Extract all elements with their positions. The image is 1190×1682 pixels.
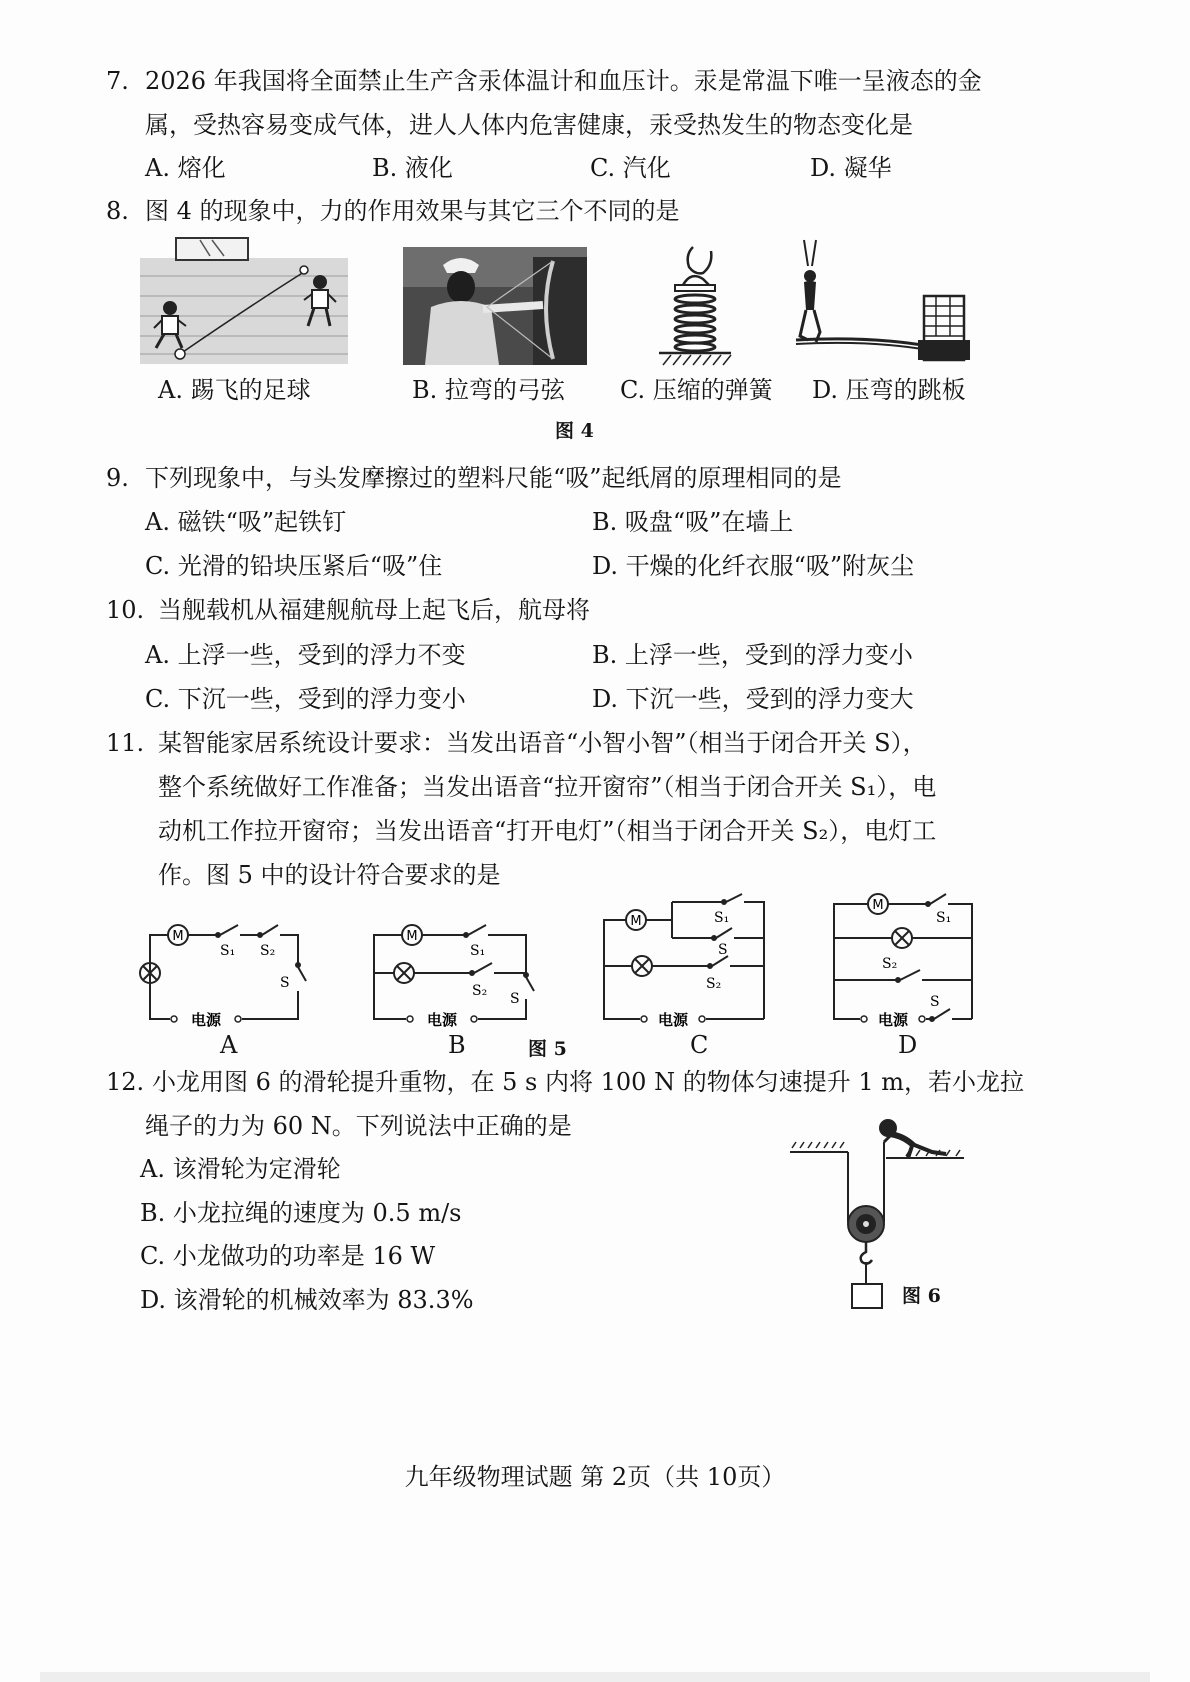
circuit-diagram-a <box>130 915 310 1027</box>
option-b: B. 上浮一些，受到的浮力变小 <box>592 641 913 669</box>
power-label: 电源 <box>426 1011 458 1027</box>
compressed-spring-picture <box>655 245 733 367</box>
question-text-line: 2026 年我国将全面禁止生产含汞体温计和血压计。汞是常温下唯一呈液态的金 <box>145 67 982 95</box>
option-b: B. 小龙拉绳的速度为 0.5 m/s <box>140 1199 462 1227</box>
circuit-label-a: A <box>220 1031 238 1059</box>
question-text-line: 小龙用图 6 的滑轮提升重物，在 5 s 内将 100 N 的物体匀速提升 1 m，若小龙拉 <box>152 1068 1024 1096</box>
question-number: 10. <box>106 596 145 624</box>
figure-label: 图 5 <box>528 1038 567 1060</box>
circuit-label-c: C <box>690 1031 709 1059</box>
option-d: D. 干燥的化纤衣服“吸”附灰尘 <box>592 552 915 580</box>
option-c: C. 下沉一些，受到的浮力变小 <box>145 685 466 713</box>
switch-s-label: S <box>930 994 940 1010</box>
switch-s-label: S <box>718 942 728 958</box>
switch-s-label: S <box>510 991 520 1007</box>
option-c: C. 小龙做功的功率是 16 W <box>140 1242 436 1270</box>
switch-s2-label: S₂ <box>260 943 276 959</box>
circuit-diagram-b <box>366 915 546 1027</box>
question-text: 下列现象中，与头发摩擦过的塑料尺能“吸”起纸屑的原理相同的是 <box>145 464 842 492</box>
motor-symbol: M <box>172 929 184 944</box>
question-text: 当舰载机从福建舰航母上起飞后，航母将 <box>158 596 590 624</box>
option-a: A. 磁铁“吸”起铁钉 <box>145 508 347 536</box>
question-text-line: 作。图 5 中的设计符合要求的是 <box>158 861 501 889</box>
switch-s2-label: S₂ <box>472 983 488 999</box>
scan-edge <box>40 1672 1150 1682</box>
kicked-football-picture <box>140 236 348 364</box>
switch-s2-label: S₂ <box>882 956 898 972</box>
question-number: 7. <box>106 67 129 95</box>
figure-caption-c: C. 压缩的弹簧 <box>620 376 773 404</box>
switch-s-label: S <box>280 975 290 991</box>
power-label: 电源 <box>657 1011 689 1027</box>
option-a: A. 熔化 <box>145 154 226 182</box>
motor-symbol: M <box>630 914 642 929</box>
bent-diving-board-picture <box>790 236 974 366</box>
switch-s1-label: S₁ <box>714 910 730 926</box>
switch-s2-label: S₂ <box>706 976 722 992</box>
page-footer: 九年级物理试题 第 2页（共 10页） <box>404 1463 786 1491</box>
question-number: 9. <box>106 464 129 492</box>
power-label: 电源 <box>877 1011 909 1027</box>
option-b: B. 吸盘“吸”在墙上 <box>592 508 794 536</box>
question-text-line: 属，受热容易变成气体，进人人体内危害健康，汞受热发生的物态变化是 <box>145 111 913 139</box>
switch-s1-label: S₁ <box>936 910 952 926</box>
question-number: 11. <box>106 729 145 757</box>
bent-bowstring-photo <box>403 247 587 365</box>
option-d: D. 凝华 <box>810 154 892 182</box>
figure-caption-b: B. 拉弯的弓弦 <box>412 376 565 404</box>
option-b: B. 液化 <box>372 154 453 182</box>
circuit-label-b: B <box>448 1031 466 1059</box>
switch-s1-label: S₁ <box>220 943 236 959</box>
figure-caption-a: A. 踢飞的足球 <box>158 376 311 404</box>
option-c: C. 汽化 <box>590 154 671 182</box>
circuit-diagram-c <box>596 892 778 1027</box>
motor-symbol: M <box>406 929 418 944</box>
option-a: A. 该滑轮为定滑轮 <box>140 1155 341 1183</box>
circuit-diagram-d <box>826 892 986 1027</box>
question-text: 图 4 的现象中，力的作用效果与其它三个不同的是 <box>145 197 680 225</box>
switch-s1-label: S₁ <box>470 943 486 959</box>
option-c: C. 光滑的铅块压紧后“吸”住 <box>145 552 443 580</box>
figure-label: 图 6 <box>902 1285 941 1307</box>
question-text-line: 绳子的力为 60 N。下列说法中正确的是 <box>145 1112 572 1140</box>
option-a: A. 上浮一些，受到的浮力不变 <box>145 641 466 669</box>
question-number: 8. <box>106 197 129 225</box>
question-number: 12. <box>106 1068 145 1096</box>
circuit-label-d: D <box>898 1031 918 1059</box>
question-text-line: 动机工作拉开窗帘；当发出语音“打开电灯”（相当于闭合开关 S₂），电灯工 <box>158 817 937 845</box>
question-text-line: 整个系统做好工作准备；当发出语音“拉开窗帘”（相当于闭合开关 S₁），电 <box>158 773 937 801</box>
motor-symbol: M <box>872 898 884 913</box>
figure-caption-d: D. 压弯的跳板 <box>812 376 966 404</box>
question-text-line: 某智能家居系统设计要求：当发出语音“小智小智”（相当于闭合开关 S）， <box>158 729 927 757</box>
option-d: D. 该滑轮的机械效率为 83.3% <box>140 1286 474 1314</box>
figure-label: 图 4 <box>555 420 594 442</box>
power-label: 电源 <box>190 1011 222 1027</box>
option-d: D. 下沉一些，受到的浮力变大 <box>592 685 914 713</box>
